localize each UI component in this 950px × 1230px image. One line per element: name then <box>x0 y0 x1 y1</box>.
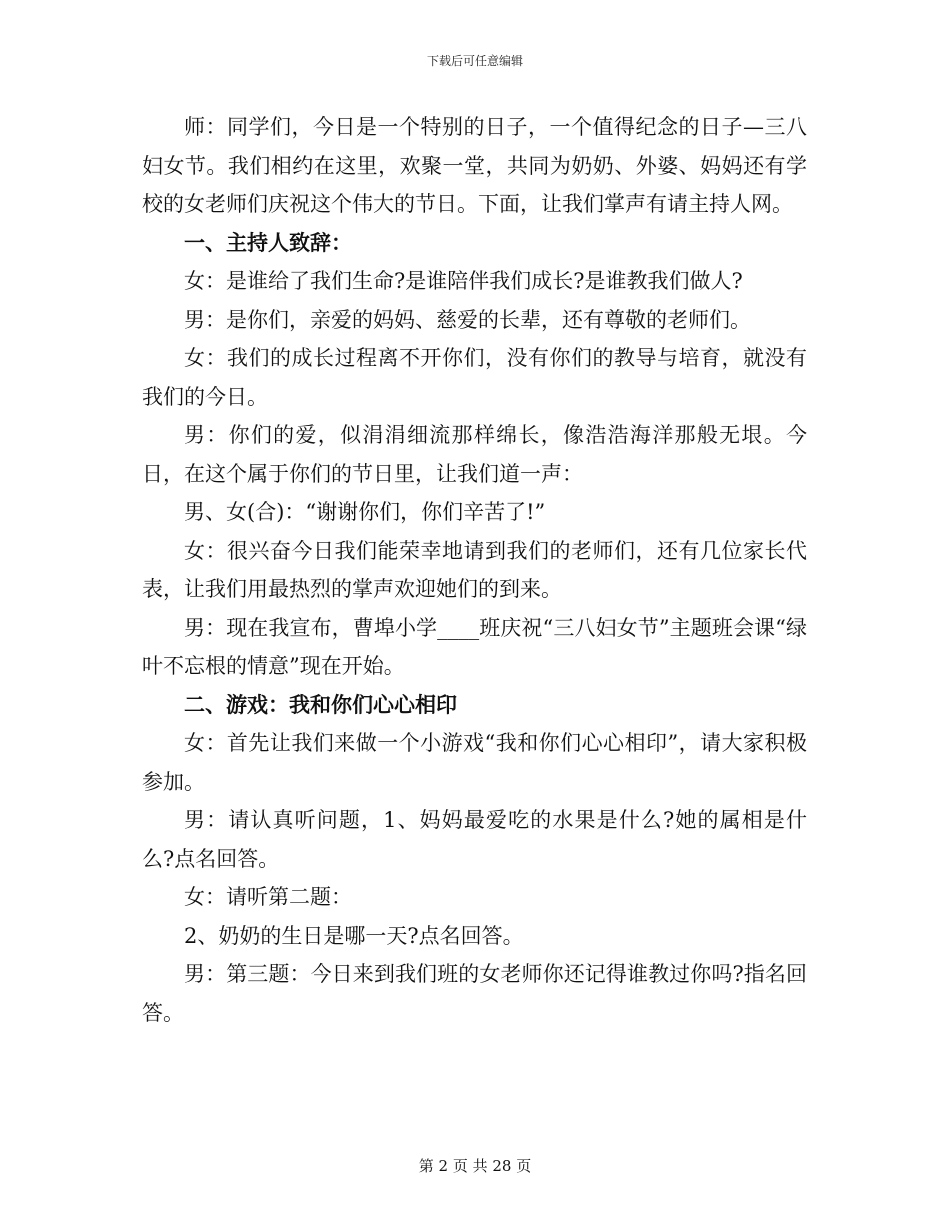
document-body <box>142 108 807 1032</box>
section-heading-game: 二、游戏：我和你们心心相印 <box>184 691 457 717</box>
section-heading-host-speech: 一、主持人致辞： <box>184 229 352 255</box>
paragraph: 女：是谁给了我们生命?是谁陪伴我们成长?是谁教我们做人? <box>184 269 743 293</box>
paragraph: 男：请认真听问题，1、妈妈最爱吃的水果是什么?她的属相是什么?点名回答。 <box>142 808 807 871</box>
paragraph: 女：我们的成长过程离不开你们，没有你们的教导与培育，就没有我们的今日。 <box>142 346 807 409</box>
paragraph: 男：是你们，亲爱的妈妈、慈爱的长辈，还有尊敬的老师们。 <box>184 307 751 332</box>
paragraph: 男：你们的爱，似涓涓细流那样绵长，像浩浩海洋那般无垠。今日，在这个属于你们的节日里，让我们道一声： <box>142 423 807 486</box>
paragraph: 男、女(合)：“谢谢你们，你们辛苦了!” <box>184 500 546 524</box>
paragraph: 女：请听第二题： <box>184 885 352 909</box>
page-header: 下载后可任意编辑 <box>426 54 523 68</box>
paragraph: 男：现在我宣布，曹埠小学____班庆祝“三八妇女节”主题班会课“绿叶不忘根的情意”现在开始。 <box>142 615 807 678</box>
paragraph: 女：很兴奋今日我们能荣幸地请到我们的老师们，还有几位家长代表，让我们用最热烈的掌声欢迎她们的到来。 <box>142 538 807 601</box>
paragraph: 男：第三题：今日来到我们班的女老师你还记得谁教过你吗?指名回答。 <box>142 962 807 1025</box>
paragraph: 2、奶奶的生日是哪一天?点名回答。 <box>184 923 524 948</box>
paragraph: 女：首先让我们来做一个小游戏“我和你们心心相印”，请大家积极参加。 <box>142 731 807 794</box>
page-number-footer: 第 2 页 共 28 页 <box>418 1157 532 1175</box>
paragraph-intro: 师：同学们，今日是一个特别的日子，一个值得纪念的日子—三八妇女节。我们相约在这里，欢聚一堂，共同为奶奶、外婆、妈妈还有学校的女老师们庆祝这个伟大的节日。下面，让我们掌声有请主持人网。 <box>142 115 807 216</box>
